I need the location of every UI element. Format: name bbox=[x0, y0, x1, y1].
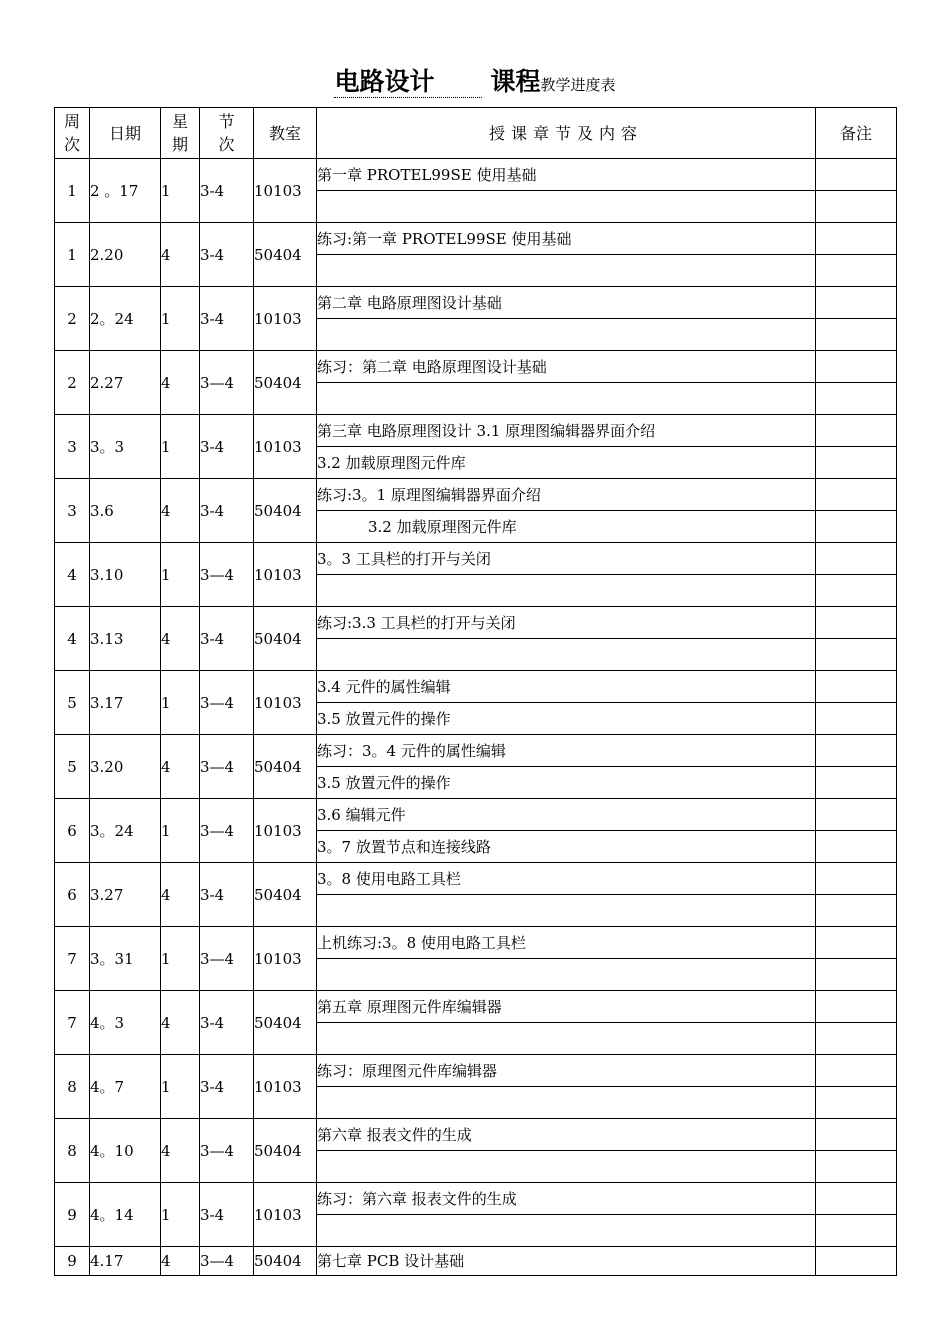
notes-cell bbox=[816, 223, 897, 255]
notes-cell bbox=[816, 415, 897, 447]
date-cell: 3。31 bbox=[90, 927, 161, 991]
table-row bbox=[55, 543, 897, 575]
content-cell: 3.5 放置元件的操作 bbox=[317, 703, 816, 735]
room-cell: 10103 bbox=[254, 927, 317, 991]
date-cell: 4。7 bbox=[90, 1055, 161, 1119]
notes-cell bbox=[816, 895, 897, 927]
session-cell: 3-4 bbox=[200, 159, 254, 223]
content-cell bbox=[317, 959, 816, 991]
session-cell: 3-4 bbox=[200, 991, 254, 1055]
weekday-cell: 1 bbox=[161, 159, 200, 223]
session-cell: 3-4 bbox=[200, 287, 254, 351]
header-room: 教室 bbox=[254, 108, 317, 159]
room-cell: 10103 bbox=[254, 415, 317, 479]
table-row bbox=[55, 927, 897, 959]
content-cell: 练习:3.3 工具栏的打开与关闭 bbox=[317, 607, 816, 639]
room-cell: 50404 bbox=[254, 607, 317, 671]
content-cell: 第三章 电路原理图设计 3.1 原理图编辑器界面介绍 bbox=[317, 415, 816, 447]
content-cell: 第六章 报表文件的生成 bbox=[317, 1119, 816, 1151]
weekday-cell: 4 bbox=[161, 351, 200, 415]
table-row bbox=[55, 223, 897, 255]
weekday-cell: 4 bbox=[161, 479, 200, 543]
table-row bbox=[55, 1055, 897, 1087]
date-cell: 2 。17 bbox=[90, 159, 161, 223]
weekday-cell: 1 bbox=[161, 415, 200, 479]
notes-cell bbox=[816, 863, 897, 895]
week-cell: 9 bbox=[55, 1247, 90, 1276]
week-cell: 5 bbox=[55, 671, 90, 735]
content-cell: 练习：第六章 报表文件的生成 bbox=[317, 1183, 816, 1215]
table-row bbox=[55, 479, 897, 511]
notes-cell bbox=[816, 927, 897, 959]
weekday-cell: 1 bbox=[161, 799, 200, 863]
date-cell: 3。24 bbox=[90, 799, 161, 863]
content-cell: 练习:3。1 原理图编辑器界面介绍 bbox=[317, 479, 816, 511]
room-cell: 50404 bbox=[254, 351, 317, 415]
week-cell: 4 bbox=[55, 607, 90, 671]
content-cell: 第五章 原理图元件库编辑器 bbox=[317, 991, 816, 1023]
header-session-text: 节次 bbox=[218, 112, 235, 154]
room-cell: 10103 bbox=[254, 1055, 317, 1119]
table-row bbox=[55, 351, 897, 383]
session-cell: 3—4 bbox=[200, 735, 254, 799]
content-cell: 第一章 PROTEL99SE 使用基础 bbox=[317, 159, 816, 191]
weekday-cell: 4 bbox=[161, 863, 200, 927]
session-cell: 3—4 bbox=[200, 351, 254, 415]
session-cell: 3-4 bbox=[200, 863, 254, 927]
content-cell: 第二章 电路原理图设计基础 bbox=[317, 287, 816, 319]
session-cell: 3—4 bbox=[200, 671, 254, 735]
notes-cell bbox=[816, 319, 897, 351]
content-cell: 3.4 元件的属性编辑 bbox=[317, 671, 816, 703]
date-cell: 3。3 bbox=[90, 415, 161, 479]
notes-cell bbox=[816, 639, 897, 671]
week-cell: 3 bbox=[55, 415, 90, 479]
session-cell: 3—4 bbox=[200, 1247, 254, 1276]
week-cell: 3 bbox=[55, 479, 90, 543]
room-cell: 10103 bbox=[254, 159, 317, 223]
header-row bbox=[55, 108, 897, 159]
table-row bbox=[55, 799, 897, 831]
table-row bbox=[55, 1247, 897, 1276]
table-row bbox=[55, 735, 897, 767]
notes-cell bbox=[816, 799, 897, 831]
session-cell: 3-4 bbox=[200, 607, 254, 671]
date-cell: 4。14 bbox=[90, 1183, 161, 1247]
table-row bbox=[55, 991, 897, 1023]
content-cell: 练习:第一章 PROTEL99SE 使用基础 bbox=[317, 223, 816, 255]
course-name: 电路设计 bbox=[334, 67, 482, 98]
week-cell: 7 bbox=[55, 991, 90, 1055]
content-cell bbox=[317, 319, 816, 351]
date-cell: 2.20 bbox=[90, 223, 161, 287]
title-suffix: 教学进度表 bbox=[540, 76, 616, 94]
room-cell: 50404 bbox=[254, 1119, 317, 1183]
session-cell: 3-4 bbox=[200, 1183, 254, 1247]
date-cell: 2。24 bbox=[90, 287, 161, 351]
content-cell: 上机练习:3。8 使用电路工具栏 bbox=[317, 927, 816, 959]
content-cell: 3。3 工具栏的打开与关闭 bbox=[317, 543, 816, 575]
notes-cell bbox=[816, 543, 897, 575]
week-cell: 2 bbox=[55, 351, 90, 415]
week-cell: 1 bbox=[55, 159, 90, 223]
content-cell: 3.6 编辑元件 bbox=[317, 799, 816, 831]
weekday-cell: 4 bbox=[161, 223, 200, 287]
date-cell: 3.27 bbox=[90, 863, 161, 927]
notes-cell bbox=[816, 735, 897, 767]
date-cell: 3.13 bbox=[90, 607, 161, 671]
notes-cell bbox=[816, 1087, 897, 1119]
notes-cell bbox=[816, 767, 897, 799]
weekday-cell: 4 bbox=[161, 1247, 200, 1276]
header-content: 授课章节及内容 bbox=[317, 108, 816, 159]
table-row bbox=[55, 415, 897, 447]
notes-cell bbox=[816, 351, 897, 383]
notes-cell bbox=[816, 1023, 897, 1055]
header-notes: 备注 bbox=[816, 108, 897, 159]
content-cell bbox=[317, 1023, 816, 1055]
weekday-cell: 4 bbox=[161, 991, 200, 1055]
room-cell: 10103 bbox=[254, 543, 317, 607]
content-cell bbox=[317, 191, 816, 223]
date-cell: 2.27 bbox=[90, 351, 161, 415]
session-cell: 3-4 bbox=[200, 223, 254, 287]
schedule-table bbox=[54, 107, 897, 1276]
content-cell bbox=[317, 895, 816, 927]
room-cell: 10103 bbox=[254, 1183, 317, 1247]
header-week bbox=[55, 108, 90, 159]
content-cell bbox=[317, 1087, 816, 1119]
room-cell: 50404 bbox=[254, 991, 317, 1055]
notes-cell bbox=[816, 1247, 897, 1276]
notes-cell bbox=[816, 575, 897, 607]
weekday-cell: 1 bbox=[161, 287, 200, 351]
weekday-cell: 1 bbox=[161, 927, 200, 991]
week-cell: 8 bbox=[55, 1055, 90, 1119]
weekday-cell: 1 bbox=[161, 543, 200, 607]
content-cell bbox=[317, 383, 816, 415]
week-cell: 6 bbox=[55, 799, 90, 863]
room-cell: 50404 bbox=[254, 863, 317, 927]
date-cell: 3.6 bbox=[90, 479, 161, 543]
content-cell: 练习：3。4 元件的属性编辑 bbox=[317, 735, 816, 767]
date-cell: 4。10 bbox=[90, 1119, 161, 1183]
room-cell: 10103 bbox=[254, 671, 317, 735]
content-cell bbox=[317, 1215, 816, 1247]
week-cell: 1 bbox=[55, 223, 90, 287]
content-cell bbox=[317, 639, 816, 671]
table-row bbox=[55, 607, 897, 639]
date-cell: 3.10 bbox=[90, 543, 161, 607]
notes-cell bbox=[816, 383, 897, 415]
date-cell: 3.17 bbox=[90, 671, 161, 735]
notes-cell bbox=[816, 959, 897, 991]
content-cell: 3。8 使用电路工具栏 bbox=[317, 863, 816, 895]
date-cell: 3.20 bbox=[90, 735, 161, 799]
session-cell: 3—4 bbox=[200, 1119, 254, 1183]
date-cell: 4.17 bbox=[90, 1247, 161, 1276]
table-row bbox=[55, 287, 897, 319]
notes-cell bbox=[816, 191, 897, 223]
content-cell: 练习：第二章 电路原理图设计基础 bbox=[317, 351, 816, 383]
content-cell bbox=[317, 575, 816, 607]
weekday-cell: 1 bbox=[161, 671, 200, 735]
session-cell: 3-4 bbox=[200, 1055, 254, 1119]
content-cell: 3。7 放置节点和连接线路 bbox=[317, 831, 816, 863]
content-cell: 3.2 加载原理图元件库 bbox=[317, 511, 816, 543]
table-row bbox=[55, 1183, 897, 1215]
session-cell: 3-4 bbox=[200, 479, 254, 543]
table-row bbox=[55, 671, 897, 703]
notes-cell bbox=[816, 159, 897, 191]
content-cell bbox=[317, 255, 816, 287]
content-cell: 3.5 放置元件的操作 bbox=[317, 767, 816, 799]
content-cell: 第七章 PCB 设计基础 bbox=[317, 1247, 816, 1276]
room-cell: 50404 bbox=[254, 223, 317, 287]
notes-cell bbox=[816, 831, 897, 863]
table-row bbox=[55, 159, 897, 191]
header-weekday-text: 星期 bbox=[171, 112, 188, 154]
week-cell: 8 bbox=[55, 1119, 90, 1183]
table-row bbox=[55, 1119, 897, 1151]
notes-cell bbox=[816, 255, 897, 287]
content-cell: 练习：原理图元件库编辑器 bbox=[317, 1055, 816, 1087]
notes-cell bbox=[816, 479, 897, 511]
session-cell: 3—4 bbox=[200, 543, 254, 607]
notes-cell bbox=[816, 703, 897, 735]
header-date: 日期 bbox=[90, 108, 161, 159]
room-cell: 50404 bbox=[254, 1247, 317, 1276]
week-cell: 5 bbox=[55, 735, 90, 799]
week-cell: 9 bbox=[55, 1183, 90, 1247]
notes-cell bbox=[816, 1119, 897, 1151]
notes-cell bbox=[816, 607, 897, 639]
weekday-cell: 4 bbox=[161, 1119, 200, 1183]
page-title bbox=[0, 62, 950, 98]
date-cell: 4。3 bbox=[90, 991, 161, 1055]
week-cell: 2 bbox=[55, 287, 90, 351]
weekday-cell: 4 bbox=[161, 735, 200, 799]
session-cell: 3—4 bbox=[200, 799, 254, 863]
content-cell bbox=[317, 1151, 816, 1183]
notes-cell bbox=[816, 511, 897, 543]
header-week-text: 周次 bbox=[63, 112, 80, 154]
room-cell: 10103 bbox=[254, 287, 317, 351]
notes-cell bbox=[816, 671, 897, 703]
room-cell: 50404 bbox=[254, 735, 317, 799]
notes-cell bbox=[816, 1183, 897, 1215]
notes-cell bbox=[816, 287, 897, 319]
notes-cell bbox=[816, 447, 897, 479]
notes-cell bbox=[816, 1151, 897, 1183]
notes-cell bbox=[816, 1055, 897, 1087]
notes-cell bbox=[816, 1215, 897, 1247]
room-cell: 50404 bbox=[254, 479, 317, 543]
week-cell: 7 bbox=[55, 927, 90, 991]
weekday-cell: 1 bbox=[161, 1055, 200, 1119]
table-row bbox=[55, 863, 897, 895]
session-cell: 3—4 bbox=[200, 927, 254, 991]
header-session bbox=[200, 108, 254, 159]
notes-cell bbox=[816, 991, 897, 1023]
week-cell: 6 bbox=[55, 863, 90, 927]
room-cell: 10103 bbox=[254, 799, 317, 863]
week-cell: 4 bbox=[55, 543, 90, 607]
weekday-cell: 1 bbox=[161, 1183, 200, 1247]
course-word: 课程 bbox=[490, 67, 541, 96]
content-cell: 3.2 加载原理图元件库 bbox=[317, 447, 816, 479]
session-cell: 3-4 bbox=[200, 415, 254, 479]
weekday-cell: 4 bbox=[161, 607, 200, 671]
header-weekday bbox=[161, 108, 200, 159]
